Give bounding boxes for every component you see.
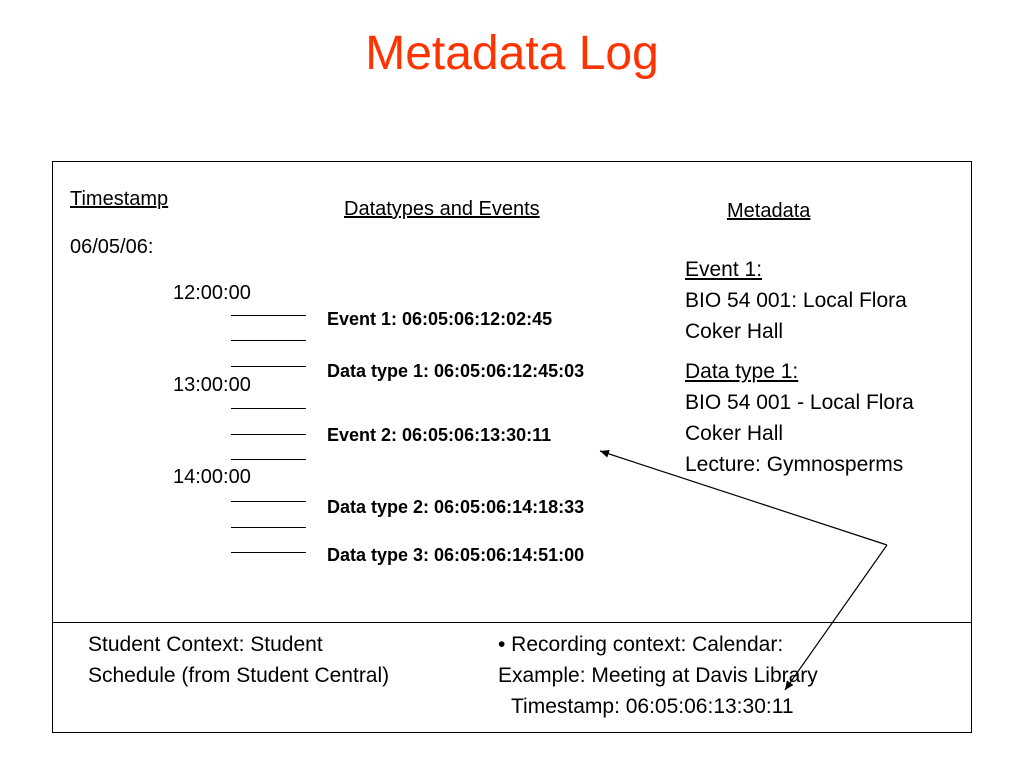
recording-context-line: Timestamp: 06:05:06:13:30:11 xyxy=(511,695,794,718)
metadata-datatype1-label: Data type 1: xyxy=(685,360,799,383)
metadata-event1-line: Coker Hall xyxy=(685,320,784,343)
time-marker: 12:00:00 xyxy=(173,282,251,304)
log-date: 06/05/06: xyxy=(70,236,154,258)
timestamp-header: Timestamp xyxy=(70,188,169,210)
student-context-line: Student Context: Student xyxy=(88,633,323,656)
recording-link-arrow xyxy=(785,545,887,690)
recording-context-line: Example: Meeting at Davis Library xyxy=(498,664,818,687)
recording-context-line: • Recording context: Calendar: xyxy=(498,633,784,656)
metadata-datatype1-line: BIO 54 001 - Local Flora xyxy=(685,391,914,414)
event-entry: Event 2: 06:05:06:13:30:11 xyxy=(327,425,552,445)
metadata-link-arrow xyxy=(600,451,887,545)
metadata-header: Metadata xyxy=(727,200,811,222)
page-title: Metadata Log xyxy=(365,27,659,80)
datatype-entry: Data type 1: 06:05:06:12:45:03 xyxy=(327,361,585,381)
metadata-datatype1-line: Lecture: Gymnosperms xyxy=(685,453,904,476)
event-entry: Event 1: 06:05:06:12:02:45 xyxy=(327,309,553,329)
datatypes-header: Datatypes and Events xyxy=(344,198,540,220)
student-context-line: Schedule (from Student Central) xyxy=(88,664,390,687)
time-marker: 13:00:00 xyxy=(173,374,251,396)
metadata-event1-label: Event 1: xyxy=(685,258,763,281)
time-marker: 14:00:00 xyxy=(173,466,251,488)
datatype-entry: Data type 3: 06:05:06:14:51:00 xyxy=(327,545,585,565)
metadata-event1-line: BIO 54 001: Local Flora xyxy=(685,289,907,312)
datatype-entry: Data type 2: 06:05:06:14:18:33 xyxy=(327,497,585,517)
metadata-datatype1-line: Coker Hall xyxy=(685,422,784,445)
